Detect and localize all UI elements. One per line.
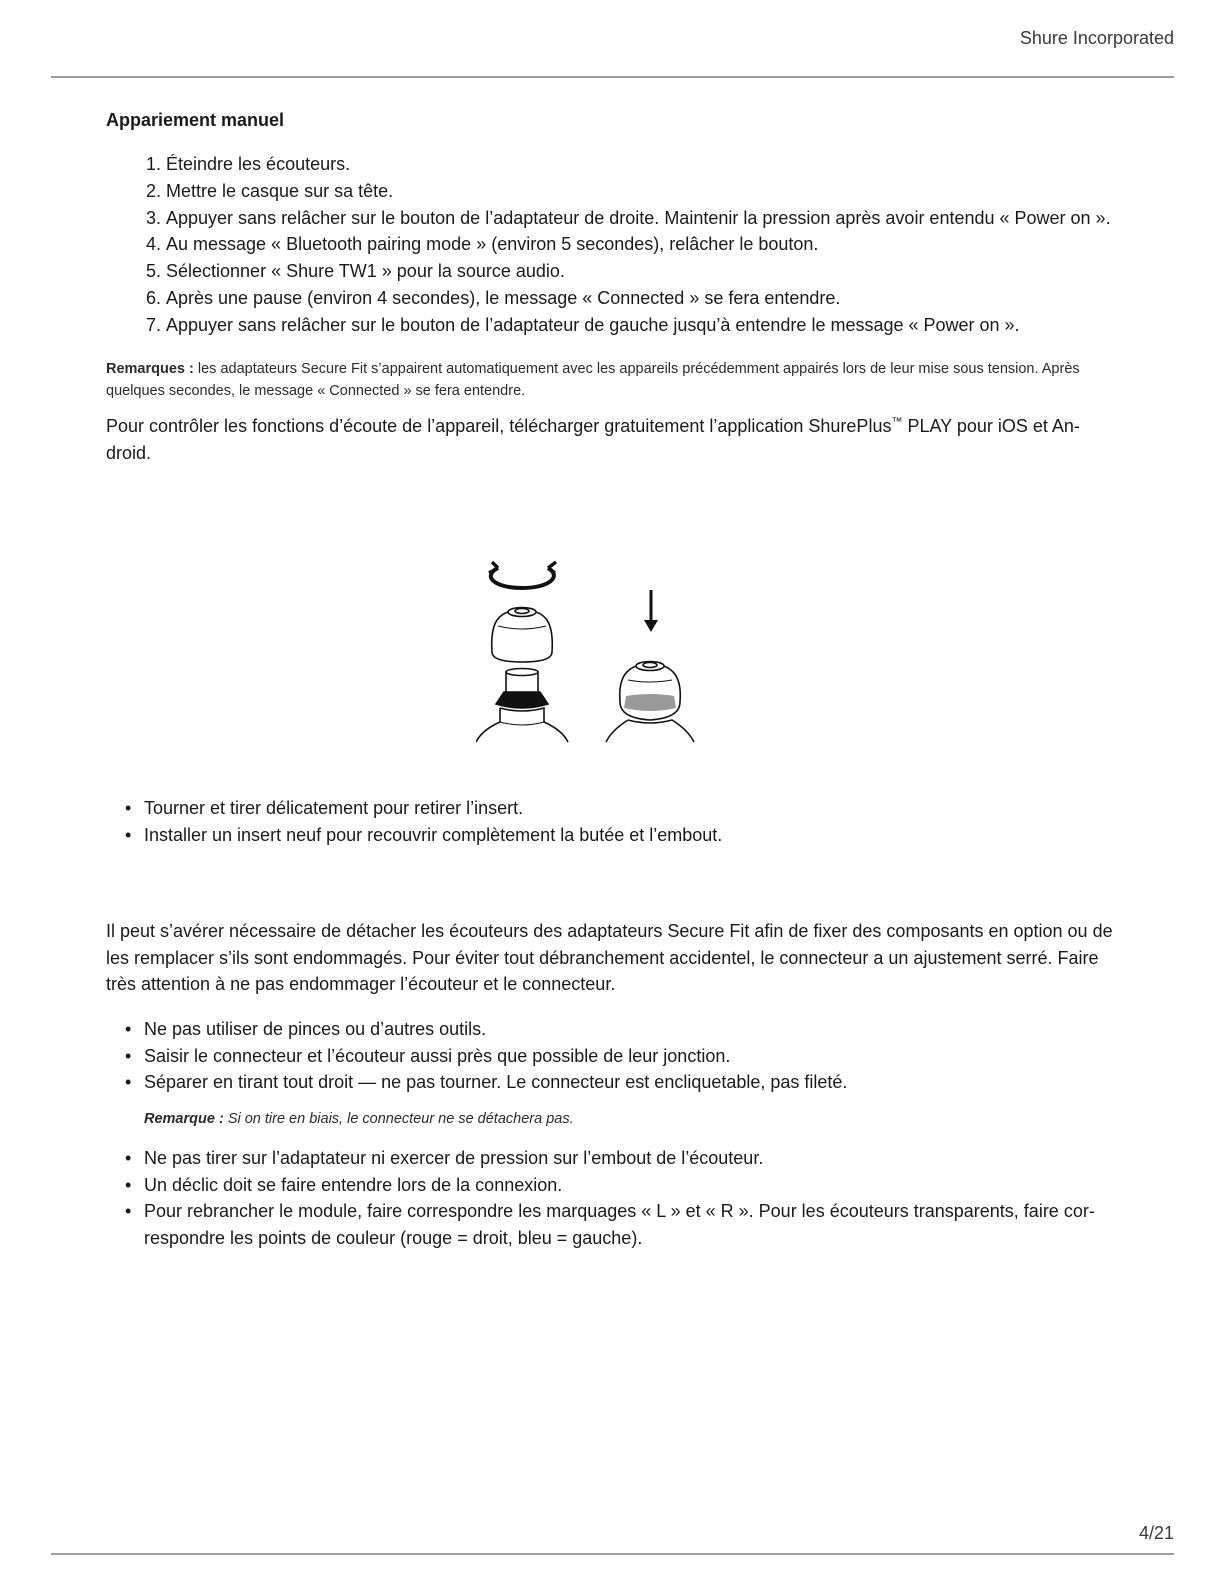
step-item: 7. Appuyer sans relâcher sur le bouton de l’adaptateur de gauche jusqu’à entendre le message « Power on ».	[166, 312, 1216, 339]
footer-divider	[51, 1553, 1174, 1555]
list-item: • Tourner et tirer délicatement pour retirer l’insert.	[144, 795, 1154, 822]
down-arrow-icon	[644, 590, 658, 632]
app-text-end: PLAY pour iOS et An-droid.	[106, 416, 1080, 463]
step-item: 5. Sélectionner « Shure TW1 » pour la source audio.	[166, 258, 1216, 285]
pairing-steps	[106, 151, 1216, 339]
step-item: 3. Appuyer sans relâcher sur le bouton de l’adaptateur de droite. Maintenir la pression après avoir entendu « Power on ».	[166, 205, 1216, 232]
ear-tip-icon	[492, 608, 553, 663]
list-item: • Ne pas utiliser de pinces ou d’autres outils.	[144, 1016, 1154, 1043]
app-text: Pour contrôler les fonctions d’écoute de l’appareil, télécharger gratuitement l’application ShurePlus	[106, 416, 892, 436]
remarks-label: Remarques :	[106, 361, 194, 377]
nozzle-icon	[476, 669, 568, 743]
step-item: 4. Au message « Bluetooth pairing mode » (environ 5 secondes), relâcher le bouton.	[166, 231, 1216, 258]
step-item: 1. Éteindre les écouteurs.	[166, 151, 1216, 178]
section-title: Appariement manuel	[106, 110, 285, 130]
installed-ear-tip	[606, 662, 694, 743]
list-item: • Installer un insert neuf pour recouvrir complètement la butée et l’embout.	[144, 822, 1154, 849]
detach-bullets	[106, 1016, 1154, 1096]
list-item: • Ne pas tirer sur l’adaptateur ni exercer de pression sur l’embout de l’écouteur.	[144, 1145, 1154, 1172]
list-item: • Saisir le connecteur et l’écouteur aussi près que possible de leur jonction.	[144, 1043, 1154, 1070]
page-number: 4/21	[1138, 1523, 1174, 1543]
rotate-arrows-icon	[489, 562, 556, 588]
list-item: • Pour rebrancher le module, faire correspondre les marquages « L » et « R ». Pour les écouteurs transparents, faire cor-respondre les points de couleur (rouge = droit, bleu = gauche).	[144, 1198, 1154, 1251]
header-divider	[51, 76, 1174, 78]
detach-paragraph: Il peut s’avérer nécessaire de détacher les écouteurs des adaptateurs Secure Fit afin de fixer des composants en option ou de les remplacer s’ils sont endommagés. Pour éviter tout débranchement accidentel, le connecteur a un ajustement serré. Faire très attention à ne pas endommager l’écouteur et le connecteur.	[106, 921, 1113, 994]
detach-note-label: Remarque :	[144, 1111, 224, 1127]
insert-bullets	[106, 795, 1154, 848]
remarks-text: les adaptateurs Secure Fit s’appairent automatiquement avec les appareils précédemment appairés lors de leur mise sous tension. Après quelques secondes, le message « Connected » se fera entendre.	[106, 361, 1080, 399]
app-paragraph	[106, 413, 1116, 466]
step-item: 6. Après une pause (environ 4 secondes), le message « Connected » se fera entendre.	[166, 285, 1216, 312]
remarks-note	[106, 358, 1106, 402]
reconnect-bullets	[106, 1145, 1154, 1251]
header-company: Shure Incorporated	[1019, 28, 1174, 48]
detach-note-text: Si on tire en biais, le connecteur ne se détachera pas.	[227, 1111, 574, 1127]
ear-tip-illustration	[476, 552, 706, 752]
detach-note	[144, 1108, 574, 1130]
step-item: 2. Mettre le casque sur sa tête.	[166, 178, 1216, 205]
list-item: • Un déclic doit se faire entendre lors de la connexion.	[144, 1172, 1154, 1199]
list-item: • Séparer en tirant tout droit — ne pas tourner. Le connecteur est encliquetable, pas fileté.	[144, 1069, 1154, 1096]
trademark-symbol: ™	[891, 416, 903, 428]
